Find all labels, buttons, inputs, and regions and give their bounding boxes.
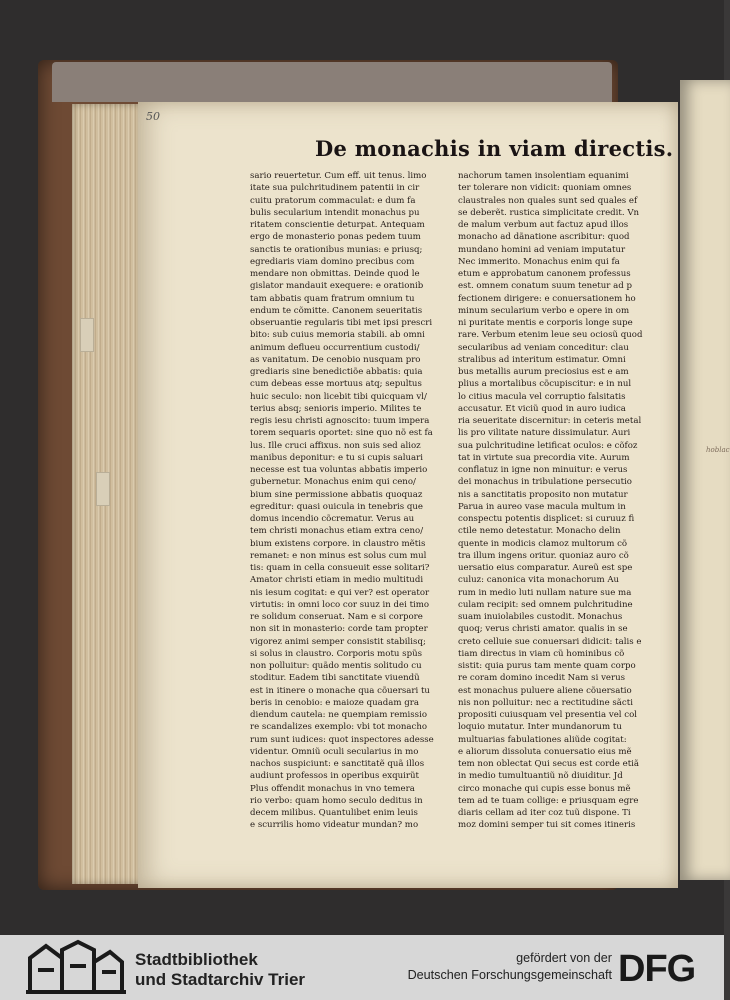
book-top-edge	[52, 62, 612, 102]
text-line: conflatuz in igne non minuitur: e verus	[458, 465, 628, 475]
text-line: sua pulchritudine letificat oculos: e cõfoz	[458, 440, 638, 451]
text-line: bium sine permissione abbatis quoquaz	[250, 489, 423, 500]
margin-note: hoblac	[706, 446, 730, 454]
text-line: uersatio eius comparatur. Aureũ est spe	[458, 563, 633, 573]
text-line: Parua in aureo vase macula multum in	[458, 501, 626, 512]
text-line: mundano homini ad veniam imputatur	[458, 244, 626, 255]
library-name-line2: und Stadtarchiv Trier	[135, 970, 306, 989]
text-line: conspectu potentis displicet: si curuuz fi	[458, 514, 635, 524]
paper-tab-mark	[80, 318, 94, 352]
text-line: rare. Verbum etenim leue seu ociosũ quod	[458, 330, 643, 341]
text-line: nachos suspiciunt: e sanctitatẽ quã illos	[250, 759, 425, 769]
folio-number: 50	[146, 110, 160, 123]
text-line: in medio tumultuantiũ nõ diuiditur. Jd	[458, 771, 623, 782]
text-line: sanctis te orationibus munias: e priusq;	[250, 244, 423, 255]
text-line: sistit: quia purus tam mente quam corpo	[458, 661, 636, 671]
text-line: terius absq; senioris imperio. Milites te	[250, 403, 422, 414]
text-line: nis iesum cogitat: e qui ver? est operator	[250, 587, 430, 598]
text-line: claustrales non quales sunt sed quales ef	[458, 195, 638, 206]
text-line: accusatur. Et viciũ quod in auro iudica	[458, 403, 626, 414]
text-line: regis iesu christi agnoscito: tuum impera	[250, 416, 430, 426]
text-line: egrediaris viam domino precibus com	[250, 256, 415, 267]
text-line: sario reuertetur. Cum eff. uit tenus. limo	[250, 171, 427, 181]
text-line: multuarias fabulationes aliũde cogitat:	[458, 734, 627, 745]
text-line: re scandalizes exemplo: vbi tot monacho	[250, 722, 428, 733]
text-line: mendare non obmittas. Deinde quod le	[250, 269, 420, 279]
text-line: ni puritate mentis e corporis longe supe	[458, 318, 633, 328]
text-line: nachorum tamen insolentiam equanimi	[458, 171, 629, 181]
text-line: loquio mutatur. Inter mundanorum tu	[458, 722, 622, 733]
text-line: tem ad te tuam collige: e priusquam egre	[458, 795, 639, 806]
text-line: diendum cautela: ne quempiam remissio	[250, 710, 428, 720]
text-line: tiam directus in viam cũ hominibus cõ	[458, 648, 625, 659]
text-line: tat in virtute sua precordia vite. Aurum	[458, 452, 630, 463]
text-line: non sit in monasterio: corde tam propter	[250, 624, 428, 635]
text-line: nis non polluitur: nec a rectitudine sãcti	[458, 697, 633, 708]
text-line: lo citius macula vel corruptio falsitatis	[458, 391, 626, 402]
paper-tab-mark-2	[96, 472, 110, 506]
text-line: ter tolerare non vidicit: quoniam omnes	[458, 183, 632, 194]
facing-page-edge	[680, 80, 730, 880]
text-line: videntur. Omniũ oculi secularius in mo	[250, 746, 419, 757]
text-line: torem sequaris oportet: sine quo nõ est fa	[250, 428, 433, 439]
right-text-column	[458, 170, 663, 832]
text-line: egreditur: quasi ouicula in tenebris que	[250, 501, 424, 512]
funding-line1: gefördert von der	[516, 951, 612, 965]
text-line: lus. Ille cruci affixus. non suis sed alioz	[250, 440, 421, 451]
text-line: secularibus ad veniam conceditur: clau	[458, 342, 629, 353]
text-line: manibus deponitur: e tu si cupis saluari	[250, 452, 423, 463]
text-line: gislator mandauit exequere: e orationib	[250, 281, 424, 292]
text-line: huic seculo: non licebit tibi quicquam vl/	[250, 391, 427, 402]
text-line: rio verbo: quam homo seculo deditus in	[250, 795, 423, 806]
text-line: re solidum conseruat. Nam e si corpore	[250, 612, 423, 622]
text-line: stralibus ad interitum estimatur. Omni	[458, 354, 626, 365]
text-line: dei monachus in tribulatione persecutio	[458, 477, 632, 488]
text-line: si solus in claustro. Corporis motu spũs	[250, 648, 423, 659]
text-line: bus metallis aurum preciosius est e am	[458, 367, 629, 377]
text-line: Plus offendit monachus in vno temera	[250, 783, 415, 794]
trier-library-logo-icon	[22, 940, 127, 996]
text-line: tem non oblectat Qui secus est corde etiã	[458, 759, 640, 769]
text-line: monacho ad dãnatione ascribitur: quod	[458, 232, 630, 243]
text-line: nis a sanctitatis proposito non mutatur	[458, 489, 628, 500]
text-line: plius a mortalibus cõcupiscitur: e in nul	[458, 379, 632, 390]
library-name	[135, 950, 305, 990]
library-name-line1: Stadtbibliothek	[135, 950, 258, 969]
text-line: as vanitatum. De cenobio nusquam pro	[250, 354, 421, 365]
funding-statement	[380, 950, 612, 984]
text-line: etum e approbatum canonem professus	[458, 269, 631, 279]
text-line: gubernetur. Monachus enim qui ceno/	[250, 477, 416, 488]
text-line: decem milibus. Quantulibet enim leuis	[250, 808, 418, 818]
text-line: propositi cuiusquam vel presentia vel col	[458, 710, 637, 720]
text-line: endum te cõmitte. Canonem seueritatis	[250, 305, 423, 316]
text-line: ctile nemo detestatur. Monacho delin	[458, 526, 621, 537]
text-line: creto celluie sue conuersari didicit: talis e	[458, 636, 642, 647]
text-line: de malum verbum aut factuz apud illos	[458, 220, 629, 230]
text-line: bium existens corpore. in claustro mẽtis	[250, 538, 426, 549]
text-line: rum in medio luti nullam nature sue ma	[458, 587, 632, 598]
page-heading: De monachis in viam directis.	[315, 136, 674, 161]
text-line: e aliorum dissoluta conuersatio eius mẽ	[458, 746, 632, 757]
funding-line2: Deutschen Forschungsgemeinschaft	[407, 968, 612, 982]
text-line: ritatem conscientie deturpat. Antequam	[250, 220, 425, 230]
text-line: diaris cellam ad iter coz tuũ dispone. Ti	[458, 808, 631, 818]
text-line: quente in modicis clamoz multorum cõ	[458, 538, 628, 549]
text-line: tam abbatis quam fratrum omnium tu	[250, 293, 415, 304]
text-line: grediaris sine benedictiõe abbatis: quia	[250, 367, 423, 377]
text-line: moz domini semper tui sit comes itineris	[458, 820, 636, 831]
text-line: se deberẽt. rustica simplicitate credit. Vn	[458, 207, 640, 218]
text-line: obseruantie regularis tibi met ipsi prescri	[250, 318, 433, 328]
text-line: culam recipit: sed omnem pulchritudine	[458, 599, 633, 610]
dfg-logo: DFG	[618, 948, 696, 990]
text-line: bulis secularium intendit monachus pu	[250, 207, 420, 218]
text-line: beris in cenobio: e maioze quadam gra	[250, 697, 420, 708]
text-line: cum debeas esse mortuus atq; sepultus	[250, 379, 422, 390]
text-line: bito: sub cuius memoria stabili. ab omni	[250, 330, 425, 341]
text-line: tra illum ingens oritur. quoniaz auro cõ	[458, 550, 629, 561]
text-line: remanet: e non minus est solus cum mul	[250, 550, 427, 561]
text-line: est in itinere o monache qua cõuersari tu	[250, 685, 430, 696]
left-text-column	[250, 170, 455, 832]
text-line: itate sua pulchritudinem patentii in cir	[250, 183, 420, 194]
text-line: cuitu pratorum commaculat: e dum fa	[250, 195, 416, 206]
text-line: domus incendio cõcrematur. Verus au	[250, 514, 415, 524]
text-line: est. omnem conatum suum tenetur ad p	[458, 281, 632, 292]
text-line: Amator christi etiam in medio multitudi	[250, 575, 424, 586]
text-line: re coram domino incedit Nam si verus	[458, 673, 626, 684]
text-line: e scurrilis homo videatur mundan? mo	[250, 820, 419, 831]
text-line: lis pro vilitate nature dissimulatur. Auri	[458, 428, 631, 439]
text-line: est monachus puluere aliene cõuersatio	[458, 685, 632, 696]
text-line: animum deflueu occurrentium custodi/	[250, 342, 420, 353]
text-line: circo monache qui cupis esse bonus mẽ	[458, 783, 631, 794]
text-line: virtutis: in omni loco cor suuz in dei timo	[250, 599, 430, 610]
text-line: suam inuiolabiles custodit. Monachus	[458, 612, 623, 622]
text-line: ergo de monasterio ponas pedem tuum	[250, 232, 421, 243]
text-line: necesse est tua voluntas abbatis imperio	[250, 465, 428, 475]
text-line: rum sunt iudices: quot inspectores adesse	[250, 734, 434, 745]
text-line: ria seueritate discernitur: in ceteris metal	[458, 416, 642, 426]
text-line: stoditur. Eadem tibi sanctitate viuendũ	[250, 673, 420, 684]
text-line: tis: quam in cella consueuit esse solitari?	[250, 563, 430, 573]
text-line: tem christi monachus etiam extra ceno/	[250, 526, 424, 537]
text-line: minum secularium verbo e opere in om	[458, 305, 630, 316]
text-line: non polluitur: quãdo mentis solitudo cu	[250, 661, 422, 671]
text-line: fectionem dirigere: e conuersationem ho	[458, 293, 636, 304]
text-line: culuz: canonica vita monachorum Au	[458, 575, 620, 586]
text-line: Nec immerito. Monachus enim qui fa	[458, 256, 620, 267]
text-line: audiunt professos in operibus exquirũt	[250, 771, 419, 782]
text-line: vigorez animi semper consistit stabilisq;	[250, 636, 426, 647]
text-line: quoq; verus christi amator. qualis in se	[458, 624, 628, 635]
